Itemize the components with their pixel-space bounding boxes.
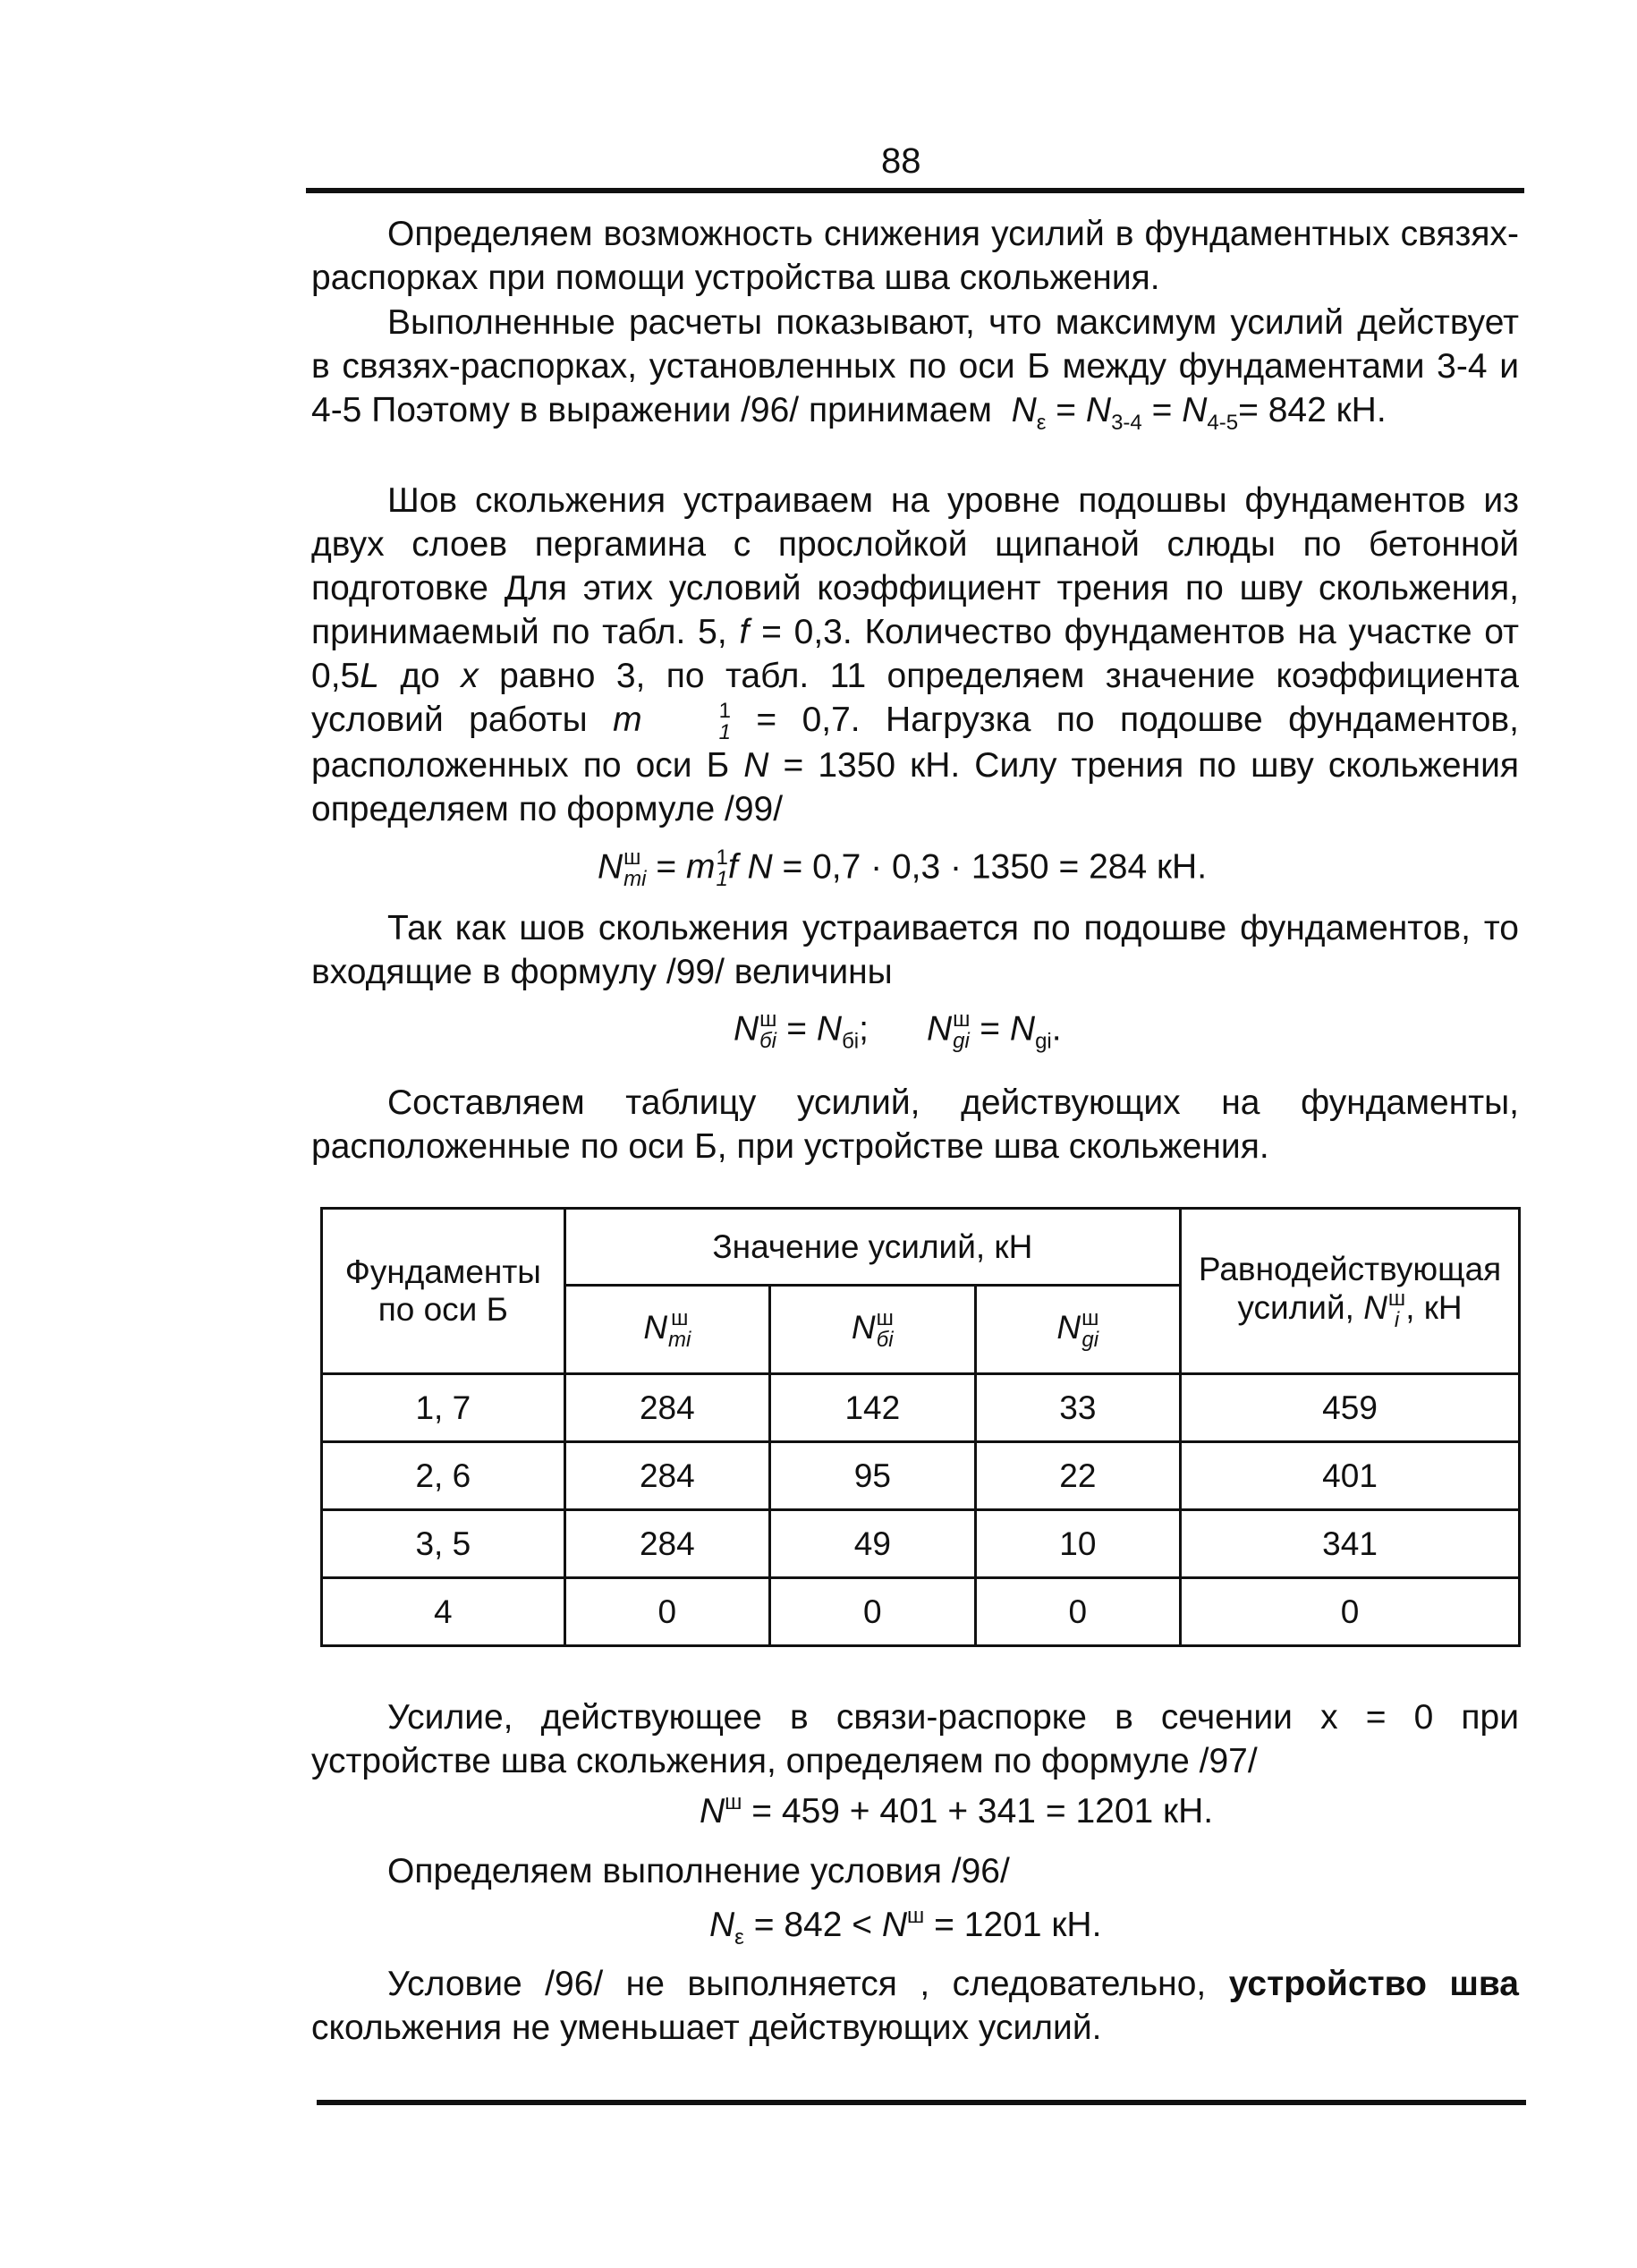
header-resultant-unit: , кН [1405, 1288, 1463, 1326]
paragraph-1-text: Определяем возможность снижения усилий в фундаментных связях-распорках при помощи устройства шва скольжения. [311, 215, 1519, 297]
paragraph-4-text: Так как шов скольжения устраивается по подошве фундаментов, то входящие в формулу /99/ величины [311, 909, 1519, 991]
paragraph-7 [311, 1849, 1519, 1893]
table-row [322, 1578, 1520, 1646]
table-row [322, 1510, 1520, 1578]
table-row [322, 1442, 1520, 1510]
cell-foundation: 3, 5 [322, 1510, 565, 1578]
footer-rule [317, 2100, 1526, 2105]
formula-sum: $N^ш = 459 + 401 + 341 = 1201$ кН. [700, 1790, 1214, 1831]
cell-n-ti: 284 [564, 1510, 770, 1578]
paragraph-8-text-c: скольжения не уменьшает действующих усилий. [311, 2009, 1102, 2047]
paragraph-1 [311, 212, 1519, 300]
paragraph-8-text-a: Условие /96/ не выполняется , следовательно, [387, 1965, 1207, 2003]
paragraph-4 [311, 906, 1519, 994]
paragraph-8-text-b: устройство шва [1228, 1965, 1519, 2003]
paragraph-6 [311, 1695, 1519, 1783]
table-row [322, 1374, 1520, 1442]
cell-resultant: 459 [1181, 1374, 1520, 1442]
header-foundations [322, 1209, 565, 1374]
paragraph-6-text: Усилие, действующее в связи-распорке в сечении x = 0 при устройстве шва скольжения, определяем по формуле /97/ [311, 1698, 1519, 1780]
paragraph-3-text-c: до [400, 657, 440, 695]
cell-resultant: 341 [1181, 1510, 1520, 1578]
paragraph-2-text-b: 842 кН. [1268, 391, 1387, 429]
formula-friction-rhs: = 0,7 · 0,3 · 1350 = 284 кН. [782, 847, 1208, 887]
paragraph-3: Шов скольжения устраиваем на уровне подошвы фундаментов из двух слоев пергамина с прослойкой щипаной слюды по бетонной подготовке Для этих условий коэффициент трения по шву скольжения, принимаемый по табл. 5, f = 0,3. Количество фундаментов на участке от 0,5L до x равно 3, по табл. 11 определяем значение коэффициента условий работы m 1 1 = 0,7. Нагрузка по подошве фундаментов, расположенных по оси Б N = 1350 кН. Силу трения по шву скольжения определяем по формуле /99/ [311, 481, 1519, 828]
forces-table [320, 1207, 1521, 1647]
page-number: 88 [881, 141, 921, 181]
header-n-bi: N ш бi [770, 1286, 976, 1374]
cell-n-bi: 0 [770, 1578, 976, 1646]
formula-friction: N ш тi = m 1 1 f N = 0,7 · 0,3 · 1350 = 284 кН. [598, 845, 1208, 891]
paragraph-7-text: Определяем выполнение условия /96/ [387, 1852, 1010, 1890]
paragraph-5-text: Составляем таблицу усилий, действующих на фундаменты, расположенные по оси Б, при устройстве шва скольжения. [311, 1083, 1519, 1166]
header-rule [306, 188, 1524, 193]
cell-n-ti: 284 [564, 1442, 770, 1510]
paragraph-2-text-a: Выполненные расчеты показывают, что максимум усилий действует в связях-распорках, установленных по оси Б между фундаментами 3-4 и 4-5 Поэтому в выражении /96/ принимаем [311, 303, 1519, 429]
cell-foundation: 2, 6 [322, 1442, 565, 1510]
header-values-text: Значение усилий, кН [712, 1227, 1033, 1265]
cell-n-gi: 33 [975, 1374, 1181, 1442]
header-resultant-text: Равнодействующая усилий, [1198, 1251, 1502, 1326]
cell-n-bi: 95 [770, 1442, 976, 1510]
cell-foundation: 1, 7 [322, 1374, 565, 1442]
paragraph-3-text-b: = 0,3. Количество фундаментов на участке от 0,5 [311, 613, 1519, 695]
cell-n-gi: 10 [975, 1510, 1181, 1578]
cell-n-gi: 0 [975, 1578, 1181, 1646]
paragraph-3-text-d: равно 3, по табл. 11 определяем значение коэффициента условий работы [311, 657, 1519, 739]
header-foundations-text: Фундаменты по оси Б [344, 1253, 541, 1328]
header-n-gi: N ш gi [975, 1286, 1181, 1374]
formula-condition-mid: = 842 < [753, 1906, 873, 1944]
cell-foundation: 4 [322, 1578, 565, 1646]
cell-n-bi: 49 [770, 1510, 976, 1578]
paragraph-3-text-e: = 0,7. Нагрузка по подошве фундаментов, расположенных по оси Б [311, 701, 1519, 785]
cell-n-bi: 142 [770, 1374, 976, 1442]
paragraph-3-text-a: Шов скольжения устраиваем на уровне подошвы фундаментов из двух слоев пергамина с прослойкой щипаной слюды по бетонной подготовке Для этих условий коэффициент трения по шву скольжения, принимаемый по табл. 5, [311, 481, 1519, 651]
header-resultant: Равнодействующая усилий, N ш i , кН [1181, 1209, 1520, 1374]
cell-n-ti: 0 [564, 1578, 770, 1646]
paragraph-8 [311, 1962, 1519, 2050]
formula-sum-rhs: = 459 + 401 + 341 = 1201 кН. [751, 1792, 1214, 1831]
formula-condition-end: = 1201 кН. [934, 1906, 1102, 1944]
paragraph-3-text-f: = 1350 кН. Силу трения по шву скольжения определяем по формуле /99/ [311, 745, 1519, 828]
cell-resultant: 0 [1181, 1578, 1520, 1646]
formula-equalities: N ш бi = $N_{бi}$; N ш gi = $N_{gi}$. [734, 1007, 1062, 1054]
cell-resultant: 401 [1181, 1442, 1520, 1510]
formula-condition: $N_\varepsilon = 842 < N^ш = 1201$ кН. [709, 1904, 1102, 1949]
cell-n-gi: 22 [975, 1442, 1181, 1510]
header-values [564, 1209, 1181, 1286]
paragraph-2: Выполненные расчеты показывают, что максимум усилий действует в связях-распорках, установленных по оси Б между фундаментами 3-4 и 4-5 Поэтому в выражении /96/ принимаем $N_\varepsilon = N_{3-4} = N_{4-5}= 842$ кН. [311, 303, 1519, 435]
header-n-ti: N ш тi [564, 1286, 770, 1374]
paragraph-5 [311, 1081, 1519, 1168]
cell-n-ti: 284 [564, 1374, 770, 1442]
